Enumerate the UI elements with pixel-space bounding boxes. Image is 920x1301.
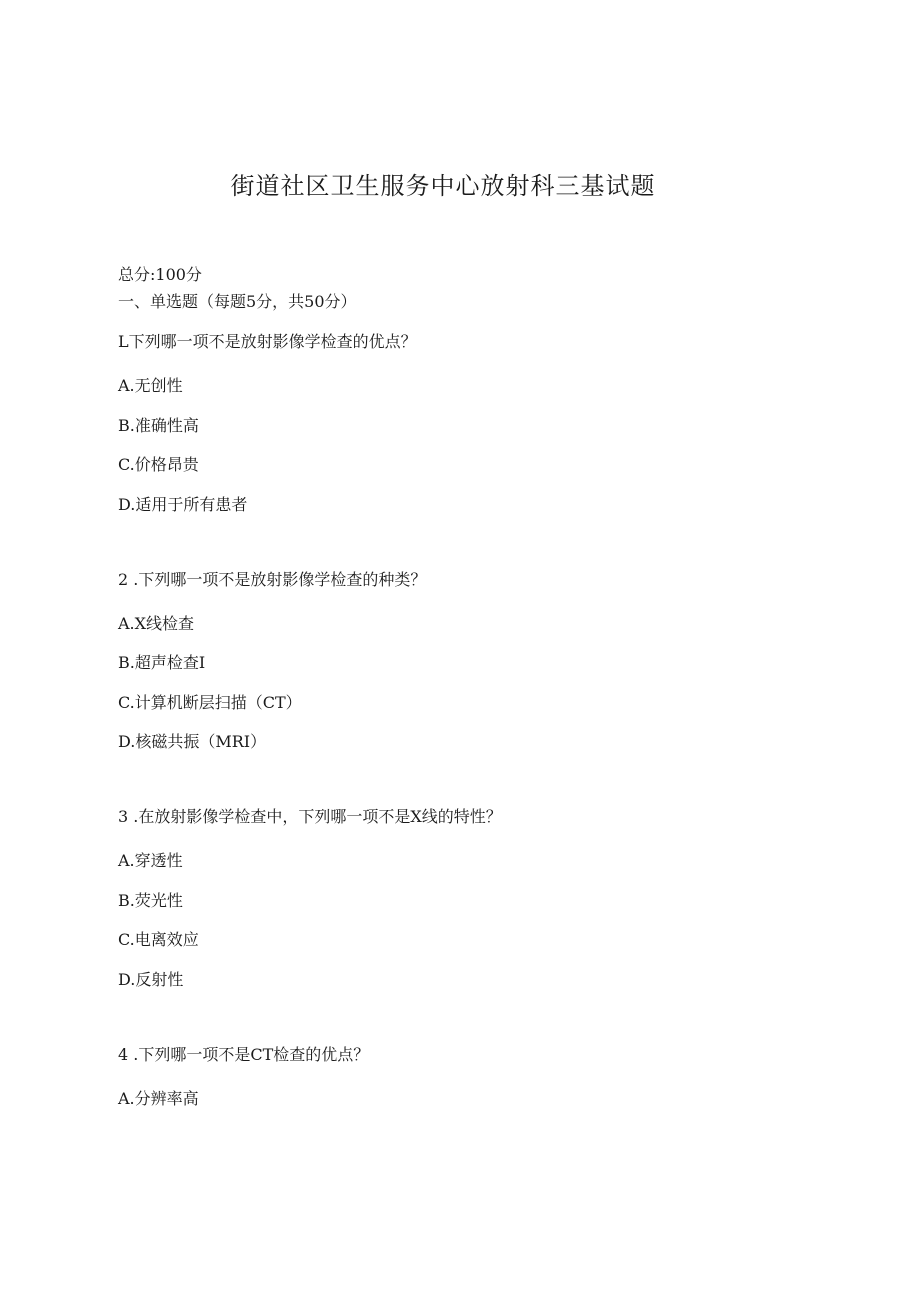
question-4-option-a: A.分辨率高 xyxy=(118,1089,199,1108)
question-4-stem: 4 .下列哪一项不是CT检查的优点？ xyxy=(118,1045,370,1064)
question-2-stem: 2 .下列哪一项不是放射影像学检查的种类？ xyxy=(118,570,427,589)
document-title: 街道社区卫生服务中心放射科三基试题 xyxy=(230,172,656,200)
question-1-option-d: D.适用于所有患者 xyxy=(118,495,248,514)
section-heading: 一、单选题（每题5分，共50分） xyxy=(118,292,357,311)
question-2-option-d: D.核磁共振（MRI） xyxy=(118,732,267,751)
question-3-option-c: C.电离效应 xyxy=(118,930,199,949)
question-2-option-c: C.计算机断层扫描（CT） xyxy=(118,693,302,712)
question-2-option-b: B.超声检查I xyxy=(118,653,206,672)
question-3-option-a: A.穿透性 xyxy=(118,851,183,870)
question-1-option-a: A.无创性 xyxy=(118,376,183,395)
question-1-option-b: B.准确性高 xyxy=(118,416,199,435)
total-score: 总分:100分 xyxy=(118,265,202,284)
question-1-stem: L下列哪一项不是放射影像学检查的优点？ xyxy=(118,332,417,351)
question-3-option-d: D.反射性 xyxy=(118,970,184,989)
question-1-option-c: C.价格昂贵 xyxy=(118,455,199,474)
question-3-option-b: B.荧光性 xyxy=(118,891,183,910)
question-2-option-a: A.X线检查 xyxy=(118,614,195,633)
question-3-stem: 3 .在放射影像学检查中，下列哪一项不是X线的特性？ xyxy=(118,807,502,826)
